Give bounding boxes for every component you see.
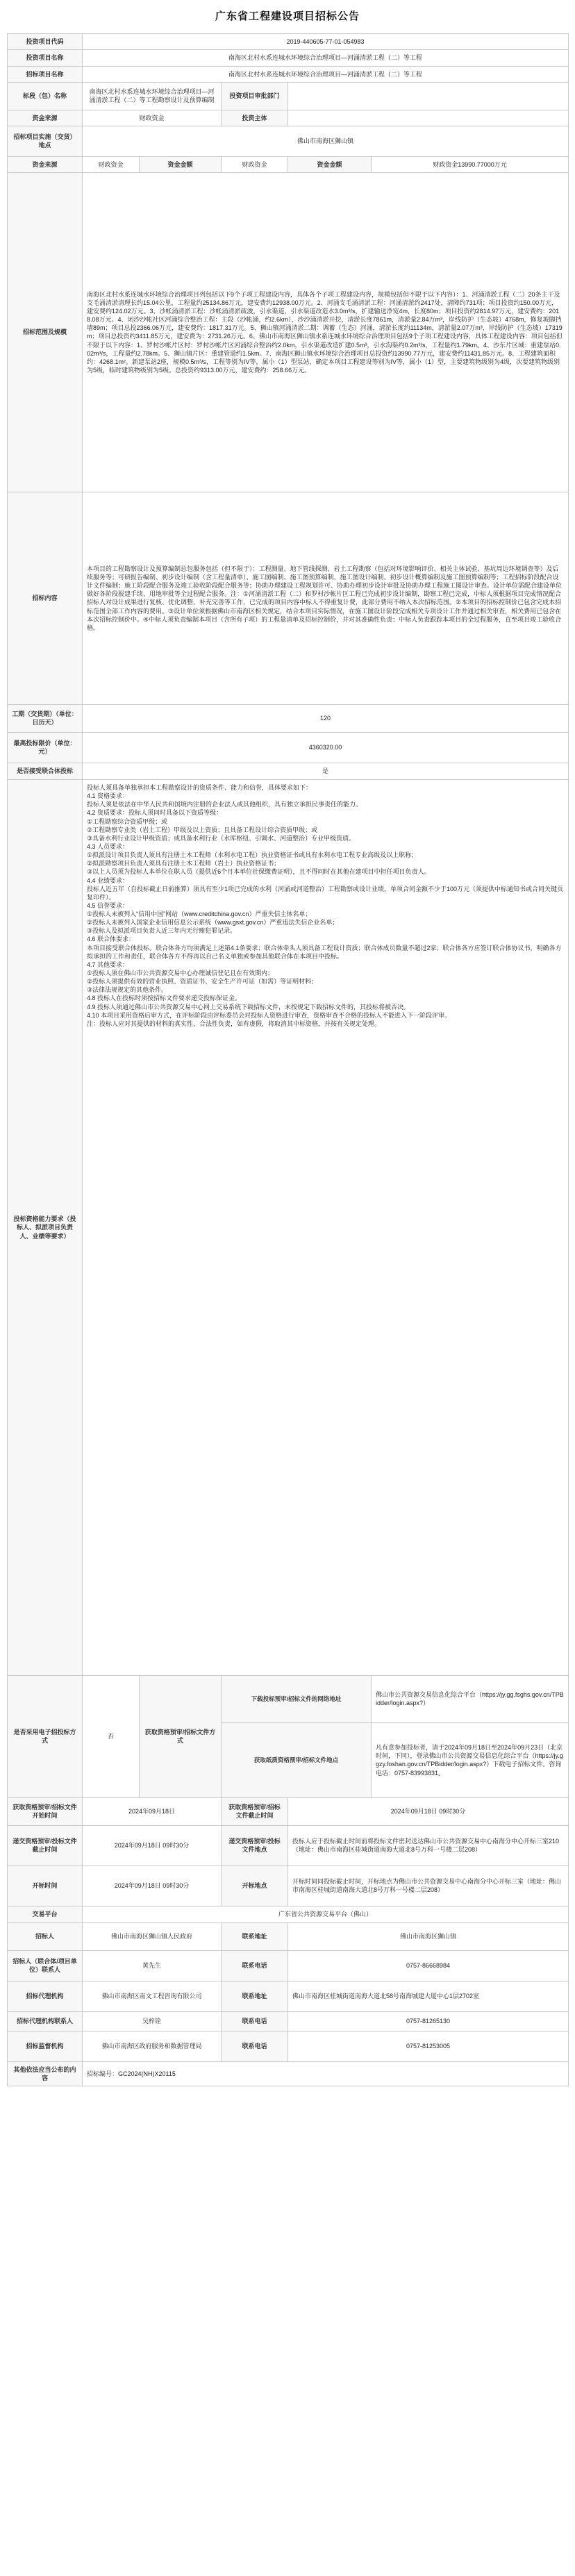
submit-value: 2024年09月18日 09时30分 bbox=[83, 1825, 222, 1865]
row-agent bbox=[8, 1981, 569, 2011]
row-source bbox=[8, 110, 569, 126]
fund-detail-value: 财政资金 bbox=[222, 156, 288, 172]
other-value: 招标编号：GC2024(NH)X20115 bbox=[83, 2061, 569, 2086]
fund-detail-label: 资金金额 bbox=[140, 156, 222, 172]
fund-source-value: 财政资金 bbox=[83, 156, 140, 172]
agent-addr-label: 联系地址 bbox=[222, 1981, 288, 2011]
electronic-value: 否 bbox=[83, 1675, 140, 1797]
agent-phone-label: 联系电话 bbox=[222, 2011, 288, 2031]
scale-label: 招标范围及规模 bbox=[8, 172, 83, 492]
platform-label: 交易平台 bbox=[8, 1906, 83, 1922]
row-scale bbox=[8, 172, 569, 492]
section-value: 南海区北村水系连城水环境综合治理项目—河涌清淤工程（二）等工程勘察设计及预算编制 bbox=[83, 82, 222, 110]
project-name-value: 南海区北村水系连城水环境综合治理项目—河涌清淤工程（二）等工程 bbox=[83, 50, 569, 66]
row-open bbox=[8, 1865, 569, 1906]
tenderer-contact-value: 黄先生 bbox=[83, 1950, 222, 1981]
fund-source-label: 资金来源 bbox=[8, 156, 83, 172]
qualification-label: 投标资格能力要求（投标人、拟派项目负责人、业绩等要求） bbox=[8, 779, 83, 1675]
agent-value: 佛山市南海区南文工程咨询有限公司 bbox=[83, 1981, 222, 2011]
approval-value bbox=[288, 82, 569, 110]
url-label: 下载投标预审/招标文件的网络地址 bbox=[222, 1675, 372, 1722]
investor-label: 投资主体 bbox=[222, 110, 288, 126]
tender-project-label: 招标项目名称 bbox=[8, 66, 83, 82]
project-name-label: 投资项目名称 bbox=[8, 50, 83, 66]
row-joint bbox=[8, 763, 569, 779]
supervise-phone-label: 联系电话 bbox=[222, 2031, 288, 2061]
row-supervise bbox=[8, 2031, 569, 2061]
row-content bbox=[8, 492, 569, 704]
duration-label: 工期（交货期）（单位：日历天） bbox=[8, 704, 83, 732]
tenderer-label: 招标人 bbox=[8, 1922, 83, 1950]
row-location bbox=[8, 126, 569, 156]
row-other bbox=[8, 2061, 569, 2086]
tenderer-phone-label: 联系电话 bbox=[222, 1950, 288, 1981]
electronic-label: 是否采用电子招投标方式 bbox=[8, 1675, 83, 1797]
row-section bbox=[8, 82, 569, 110]
agent-label: 招标代理机构 bbox=[8, 1981, 83, 2011]
tender-project-value: 南海区北村水系连城水环境综合治理项目—河涌清淤工程（二）等工程 bbox=[83, 66, 569, 82]
joint-label: 是否接受联合体投标 bbox=[8, 763, 83, 779]
scale-value: 南海区北村水系连城水环境综合治理项目列包括以下9个子项工程建设内容，具体各个子项工程建设内容，规模包括但不限于以下内容）：1、河涌清淤工程（二）20条主干及支毛涌清淤清理长约15.04公里，工程量约25134.86万元，建安费约12938.00万元。2、河涌支毛涌清淤工程：河涌清淤约2417处，清障约731项；项目投资约150.00万元，建安费约124.02万元。3、沙帐涌清淤工程：沙帐涌清淤疏浚，引水渠道，引水渠道改造水3.0m³/s，扩建输送净宽4m，长度80m；项目投资约2814.97万元，建安费约：2018.08万元。4、闭沙沙帐社区河涌综合整治工程：主段（沙帐涌，约2.6km），沙沙涌清淤开挖，清淤长度7861m，清淤量2.84万m³，岸线防护（生态坡）4768m，修复坡脚挡墙89m；项目总投2366.06万元，建安费约：1817.31万元。5、狮山镇河涌清淤二期：调蓄（生态）河涌，清淤长度约11134m，清淤量2.07万m³，岸线防护（生态坡）17319m；项目总投资约3411.85万元，建安费为：2731.26万元。6、佛山市南海区狮山镇水系连城水环境综合治理项目包括9个子项工程建设内容，具体工程建设内容：项目包括但不限于以下内容：1、罗村沙帐片区村：罗村沙帐片区河涌综合整治约2.0km，引水渠道改造扩建0.5m³，引水沟渠约0.2m³/s，工程量约1.79km。4、沙东片区域：重建泵站0.02m³/s，工程量约2.78km。5、狮山镇片区：重建管道约1.5km。7、南海区狮山镇水环境综合治理项目总投资约13990.77万元，建安费约11431.85万元。8、工程建筑面积约：4268.1m²。新建泵站2座，规模0.5m³/s，工程等别为IV等，属小（1）型泵站，确定本项目工程建设等别为IV等，属小（1）型，主要建筑物级别为4级，次要建筑物级别为5级，临时建筑物级别为5级。总投资约9313.00万元，建安费约：258.66万元。 bbox=[83, 172, 569, 492]
duration-value: 120 bbox=[83, 704, 569, 732]
paper-value: 凡有意参加投标者，请于2024年09月18日至2024年09月23日（北京时间，下同），登录佛山市公共资源交易信息化综合平台（https://jy.ggzy.foshan.gov.cn/TPBidder/login.aspx?）下载电子招标文件。咨询电话：0757-83993831。 bbox=[372, 1722, 569, 1797]
fund-amount-value: 财政资金13990.77000万元 bbox=[372, 156, 569, 172]
agent-contact-label: 招标代理机构联系人 bbox=[8, 2011, 83, 2031]
control-price-value: 4360320.00 bbox=[83, 732, 569, 763]
get-method-label: 获取资格预审/招标文件方式 bbox=[140, 1675, 222, 1797]
project-code-label: 投资项目代码 bbox=[8, 34, 83, 50]
agent-phone-value: 0757-81265130 bbox=[288, 2011, 569, 2031]
supervise-label: 招标监督机构 bbox=[8, 2031, 83, 2061]
tenderer-phone-value: 0757-86668984 bbox=[288, 1950, 569, 1981]
row-tenderer bbox=[8, 1922, 569, 1950]
open-time-value: 2024年09月18日 09时30分 bbox=[83, 1865, 222, 1906]
paper-label: 获取纸质资格预审/招标文件地点 bbox=[222, 1722, 372, 1797]
other-label: 其他依法应当公布的内容 bbox=[8, 2061, 83, 2086]
row-electronic-url bbox=[8, 1675, 569, 1722]
row-submit bbox=[8, 1825, 569, 1865]
notice-table bbox=[7, 33, 569, 2086]
agent-contact-value: 吴梓铨 bbox=[83, 2011, 222, 2031]
source-value: 财政资金 bbox=[83, 110, 222, 126]
supervise-phone-value: 0757-81253005 bbox=[288, 2031, 569, 2061]
row-qualification bbox=[8, 779, 569, 1675]
row-control-price bbox=[8, 732, 569, 763]
start-time-label: 获取资格预审/招标文件开始时间 bbox=[8, 1797, 83, 1825]
section-label: 标段（包）名称 bbox=[8, 82, 83, 110]
row-duration bbox=[8, 704, 569, 732]
approval-label: 投资项目审批部门 bbox=[222, 82, 288, 110]
platform-value: 广东省公共资源交易平台（佛山） bbox=[83, 1906, 569, 1922]
location-value: 佛山市南海区狮山镇 bbox=[83, 126, 569, 156]
end-time-label: 获取资格预审/招标文件截止时间 bbox=[222, 1797, 288, 1825]
qualification-value: 投标人须具备单独承担本工程勘察设计的资质条件、能力和信誉，具体要求如下： 4.1 资格要求： 投标人须是依法在中华人民共和国境内注册的企业法人或其他组织，具有独立承担民事责任的能力。 4.2 资质要求：投标人须同时具备以下资质等级： ①工程勘察综合资质甲级；或 ②工程勘察专业类（岩土工程）甲级及以上资质；且具备工程设计综合资质甲级；或 ③具备水利行业设计甲级资质；或具备水利行业（水库枢纽、引调水、河道整治）专业甲级资质。 4.3 人员要求： ①拟派设计项目负责人须具有注册土木工程师（水利水电工程）执业资格证书或具有水利水电工程专业高级及以上职称； ②拟派勘察项目负责人须具有注册土木工程师（岩土）执业资格证书； ③以上人员须为投标人本单位在职人员（提供近6个月本单位社保缴费证明），且不得同时在其他在建项目中担任项目负责人。 4.4 业绩要求： 投标人近五年（自投标截止日前推算）须具有至少1项已完成的水利（河涌或河道整治）工程勘察或设计业绩，单项合同金额不少于100万元（须提供中标通知书或合同关键页复印件）。 4.5 信誉要求： ①投标人未被列入“信用中国”网站（www.creditchina.gov.cn）严重失信主体名单； ②投标人未被列入国家企业信用信息公示系统（www.gsxt.gov.cn）严重违法失信企业名单； ③投标人及拟派项目负责人近三年内无行贿犯罪记录。 4.6 联合体要求： 本项目接受联合体投标。联合体各方均须满足上述第4.1条要求；联合体牵头人须具备工程设计资质；联合体成员数量不超过2家；联合体各方应签订联合体协议书，明确各方拟承担的工作和责任，联合体各方不得再以自己名义单独或参加其他联合体在本项目中投标。 4.7 其他要求： ①投标人须在佛山市公共资源交易中心办理诚信登记且在有效期内； ②投标人须提供有效的营业执照、资质证书、安全生产许可证（如需）等证明材料； ③法律法规规定的其他条件。 4.8 投标人在投标时须按招标文件要求递交投标保证金。 4.9 投标人须通过佛山市公共资源交易中心网上交易系统下载招标文件，未按规定下载招标文件的，其投标将被否决。 4.10 本项目采用资格后审方式，在评标阶段由评标委员会对投标人资格进行审查，资格审查不合格的投标人不能进入下一阶段评审。 注：投标人应对其提供的材料的真实性、合法性负责，如有虚假，将取消其中标资格，并按有关规定处理。 bbox=[83, 779, 569, 1675]
open-place-value: 开标时间同投标截止时间，开标地点为佛山市公共资源交易中心南海分中心开标三室（地址：佛山市南海区桂城街道南海大道北8号万科一号楼二层208） bbox=[288, 1865, 569, 1906]
submit-place-value: 投标人应于投标截止时间前将投标文件密封送达佛山市公共资源交易中心南海分中心开标三室210（地址：佛山市南海区桂城街道南海大道北8号万科一号楼二层208） bbox=[288, 1825, 569, 1865]
content-label: 招标内容 bbox=[8, 492, 83, 704]
row-agent-contact bbox=[8, 2011, 569, 2031]
row-tender-project bbox=[8, 66, 569, 82]
submit-label: 递交资格预审/投标文件截止时间 bbox=[8, 1825, 83, 1865]
project-code-value: 2019-440605-77-01-054983 bbox=[83, 34, 569, 50]
notice bbox=[7, 10, 568, 2086]
location-label: 招标项目实施（交货）地点 bbox=[8, 126, 83, 156]
url-value[interactable]: 佛山市公共资源交易信息化综合平台（https://jy.gg.fsghs.gov.cn/TPBidder/login.aspx?） bbox=[372, 1675, 569, 1722]
row-project-name bbox=[8, 50, 569, 66]
tenderer-value: 佛山市南海区狮山镇人民政府 bbox=[83, 1922, 222, 1950]
content-value: 本项目的工程勘察设计及预算编制总包服务包括（但不限于）：工程测量、地下管线探测、岩土工程勘察（包括对环境影响评价、相关主体试验、基坑周边环境调查等）及后续服务等；可研报告编制、初步设计编制（含工程量清单）、施工图编制、施工图预算编制、施工图设计编制、初步设计概算编制及施工图预算编制等；工程招标阶段配合设计文件编制；施工阶段配合服务及竣工验收阶段配合服务等；协助办理建设工程规划许可、协助办理初步设计审批及协助办理工程施工图设计审查。设计单位需配合建设单位做好各阶段报建手续、用地审批等全过程配合服务。注：①河涌清淤工程（二）和罗村沙帐片区工程已完成初步设计编制，勘察工程已完成，中标人须根据项目完成情况配合招标人对设计成果进行复核、优化调整、补充完善等工作，已完成的项目内容中标人不得重复计费，此部分费用不纳入本次招标范围。②本项目的招标控制价已包含完成本招标范围全部工作内容的费用。③设计单位须根据佛山市南海区相关规定，结合本项目实际情况，在施工图设计阶段完成相关专项设计工作并通过相关审查，相关费用已包含在本次招标控制价中。④中标人须负责编制本项目（含所有子项）的工程量清单及招标控制价，并对其准确性负责；中标人负责跟踪本项目的全过程服务，直至项目竣工验收合格。 bbox=[83, 492, 569, 704]
fund-amount-label: 资金金额 bbox=[288, 156, 372, 172]
supervise-value: 佛山市南海区政府服务和数据管理局 bbox=[83, 2031, 222, 2061]
start-time-value: 2024年09月18日 bbox=[83, 1797, 222, 1825]
submit-place-label: 递交资格预审/投标文件地点 bbox=[222, 1825, 288, 1865]
open-place-label: 开标地点 bbox=[222, 1865, 288, 1906]
agent-addr-value: 佛山市南海区桂城街道南海大道北58号南海城建大厦中心1层2702室 bbox=[288, 1981, 569, 2011]
joint-value: 是 bbox=[83, 763, 569, 779]
tenderer-addr-label: 联系地址 bbox=[222, 1922, 288, 1950]
tenderer-contact-label: 招标人（联合体/项目单位）联系人 bbox=[8, 1950, 83, 1981]
open-time-label: 开标时间 bbox=[8, 1865, 83, 1906]
row-tenderer-contact bbox=[8, 1950, 569, 1981]
row-fund bbox=[8, 156, 569, 172]
control-price-label: 最高投标限价（单位：元） bbox=[8, 732, 83, 763]
investor-value bbox=[288, 110, 569, 126]
tenderer-addr-value: 佛山市南海区狮山镇 bbox=[288, 1922, 569, 1950]
row-project-code bbox=[8, 34, 569, 50]
end-time-value: 2024年09月18日 09时30分 bbox=[288, 1797, 569, 1825]
notice-title: 广东省工程建设项目招标公告 bbox=[215, 10, 360, 22]
row-time bbox=[8, 1797, 569, 1825]
source-label: 资金来源 bbox=[8, 110, 83, 126]
row-platform bbox=[8, 1906, 569, 1922]
